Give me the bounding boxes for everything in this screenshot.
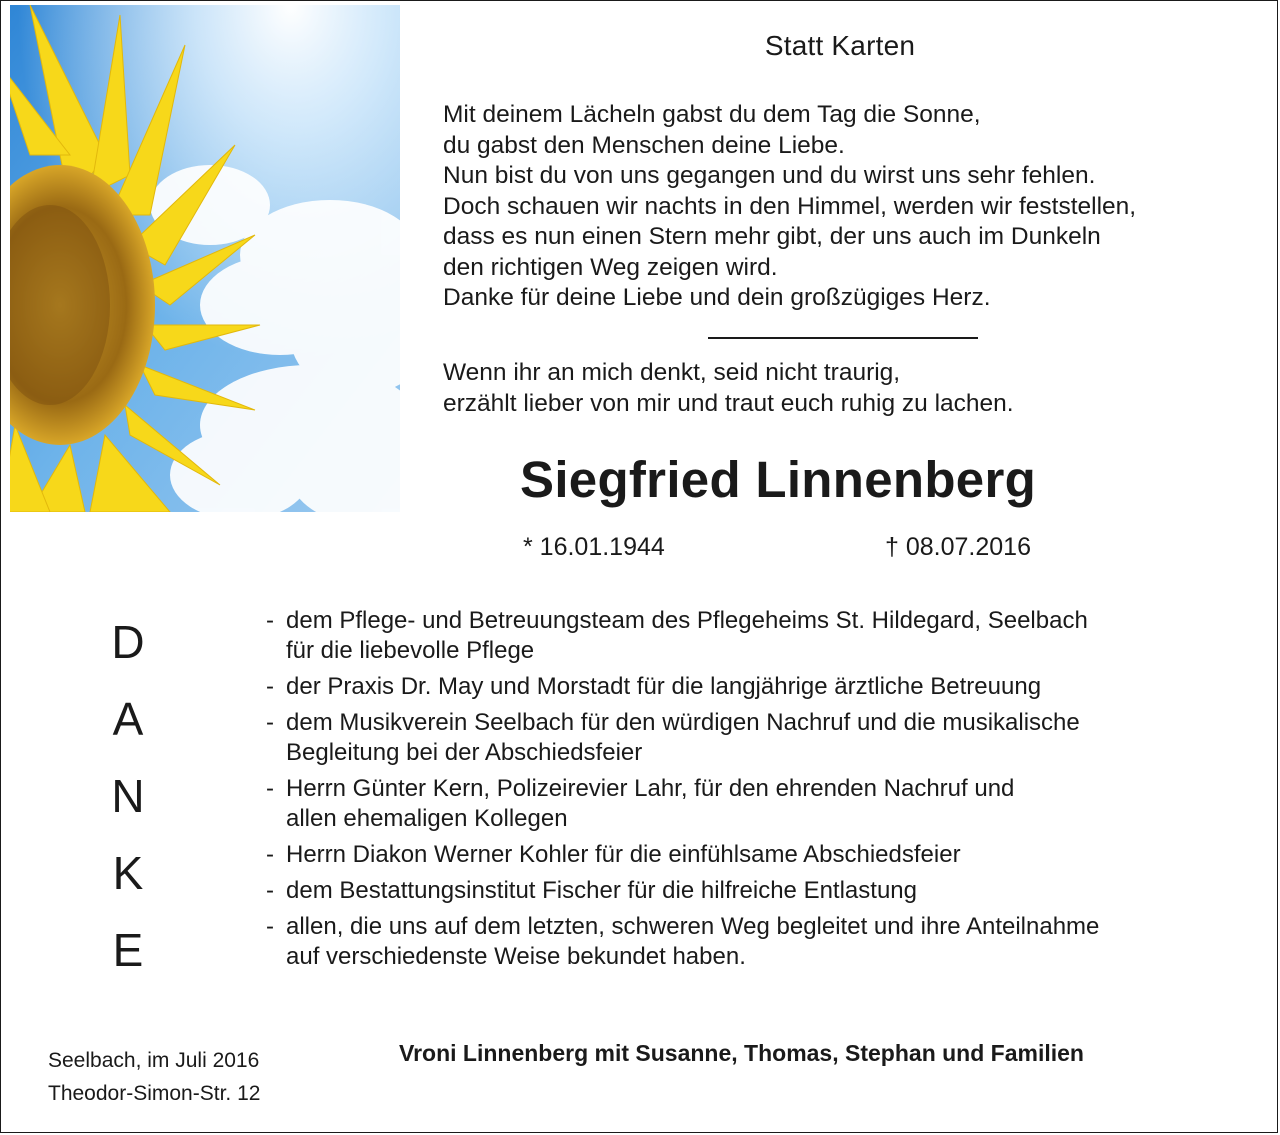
danke-letter: D (111, 616, 145, 668)
thanks-item: - Herrn Günter Kern, Polizeirevier Lahr, für den ehrenden Nachruf und allen ehemaligen Kollegen (266, 774, 1266, 834)
place-and-address (48, 1044, 260, 1110)
thanks-item-text: der Praxis Dr. May und Morstadt für die langjährige ärztliche Betreuung (286, 673, 1042, 700)
sunflower-photo (10, 5, 400, 512)
header-statt-karten: Statt Karten (764, 30, 916, 61)
thanks-item-text: dem Pflege- und Betreuungsteam des Pflegeheims St. Hildegard, Seelbach für die liebevolle Pflege (286, 607, 1088, 664)
poem-line: Danke für deine Liebe und dein großzügiges Herz. (443, 284, 991, 311)
poem-line: Nun bist du von uns gegangen und du wirst uns sehr fehlen. (443, 162, 1096, 189)
thanks-item-text: allen, die uns auf dem letzten, schweren Weg begleitet und ihre Anteilnahme auf verschiedenste Weise bekundet haben. (286, 913, 1100, 970)
birth-date: * 16.01.1944 (523, 533, 665, 561)
thanks-list (266, 606, 1266, 978)
thanks-item: - Herrn Diakon Werner Kohler für die einfühlsame Abschiedsfeier (266, 840, 1266, 870)
quote-line: Wenn ihr an mich denkt, seid nicht traurig, (443, 359, 901, 386)
danke-letter: K (112, 847, 144, 899)
quote (443, 357, 1273, 419)
place-date: Seelbach, im Juli 2016 (48, 1049, 260, 1072)
poem-line: den richtigen Weg zeigen wird. (443, 253, 778, 281)
thanks-item: - der Praxis Dr. May und Morstadt für die langjährige ärztliche Betreuung (266, 672, 1266, 702)
poem-line: Doch schauen wir nachts in den Himmel, werden wir feststellen, (443, 192, 1137, 220)
thanks-item-text: dem Musikverein Seelbach für den würdigen Nachruf und die musikalische Begleitung bei der Abschiedsfeier (286, 709, 1080, 766)
family-signature: Vroni Linnenberg mit Susanne, Thomas, Stephan und Familien (399, 1040, 1084, 1066)
sunflower-image (10, 5, 400, 512)
danke-vertical (98, 612, 158, 997)
death-date: † 08.07.2016 (885, 533, 1031, 561)
thanks-item: - dem Bestattungsinstitut Fischer für die hilfreiche Entlastung (266, 876, 1266, 906)
thanks-item-text: Herrn Diakon Werner Kohler für die einfühlsame Abschiedsfeier (286, 841, 961, 868)
deceased-name: Siegfried Linnenberg (520, 451, 1037, 508)
quote-line: erzählt lieber von mir und traut euch ruhig zu lachen. (443, 390, 1014, 417)
poem-line: dass es nun einen Stern mehr gibt, der uns auch im Dunkeln (443, 223, 1101, 250)
thanks-item-text: dem Bestattungsinstitut Fischer für die hilfreiche Entlastung (286, 877, 917, 904)
thanks-item: - dem Pflege- und Betreuungsteam des Pflegeheims St. Hildegard, Seelbach für die liebevolle Pflege (266, 606, 1266, 666)
poem-line: du gabst den Menschen deine Liebe. (443, 131, 845, 159)
divider-line (708, 337, 978, 339)
thanks-item-text: Herrn Günter Kern, Polizeirevier Lahr, für den ehrenden Nachruf und allen ehemaligen Kollegen (286, 775, 1015, 832)
address: Theodor-Simon-Str. 12 (48, 1082, 261, 1105)
thanks-item: - dem Musikverein Seelbach für den würdigen Nachruf und die musikalische Begleitung bei der Abschiedsfeier (266, 708, 1266, 768)
poem-line: Mit deinem Lächeln gabst du dem Tag die Sonne, (443, 101, 981, 128)
danke-letter: E (112, 924, 144, 976)
danke-letter: A (112, 693, 144, 745)
thanks-item: - allen, die uns auf dem letzten, schweren Weg begleitet und ihre Anteilnahme auf verschiedenste Weise bekundet haben. (266, 912, 1266, 972)
danke-letter: N (111, 770, 145, 822)
poem (443, 100, 1273, 314)
